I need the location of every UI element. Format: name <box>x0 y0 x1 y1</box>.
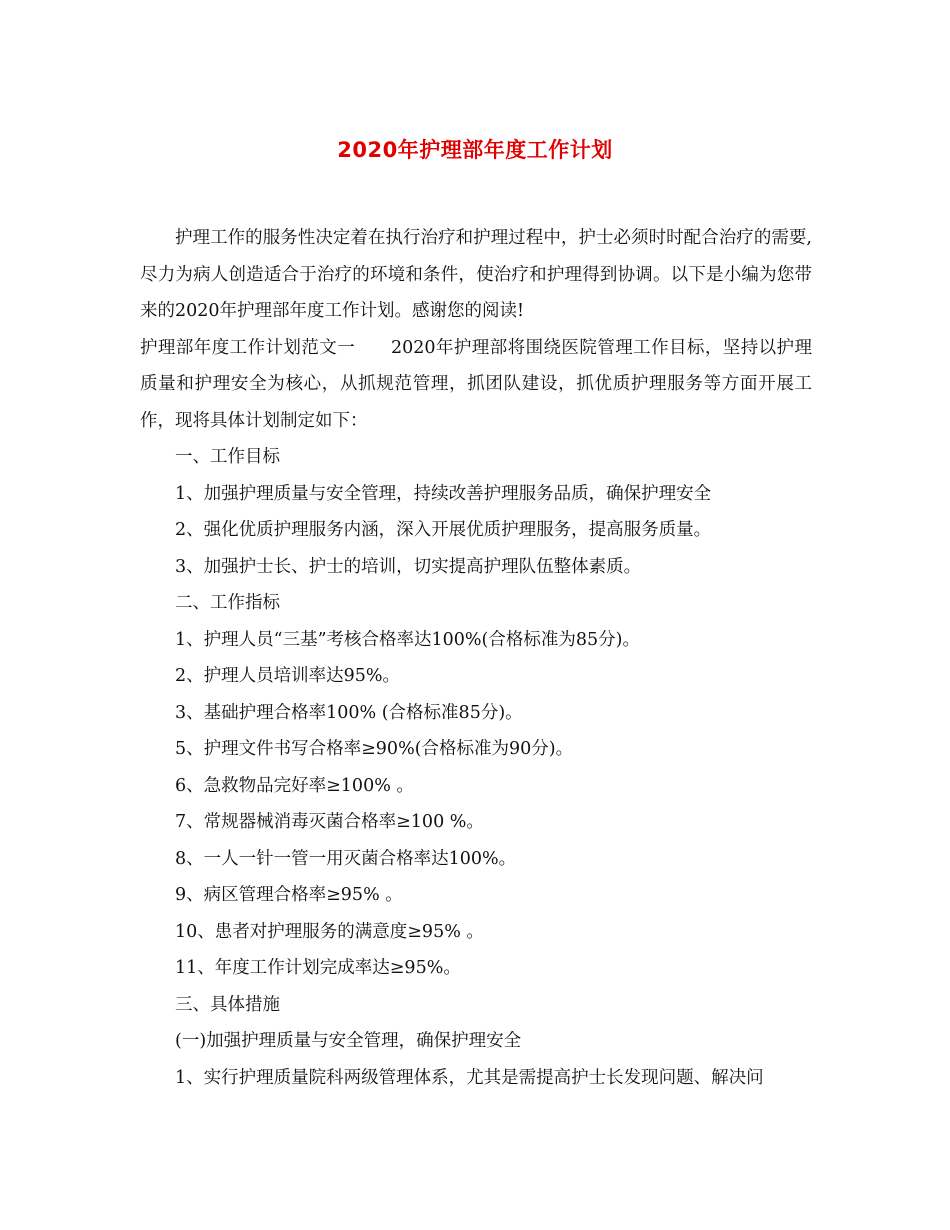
section-heading-goals: 一、工作目标 <box>175 447 280 467</box>
indicator-item-5: 5、护理文件书写合格率≥90%(合格标准为90分)。 <box>175 739 574 759</box>
goal-item-1: 1、加强护理质量与安全管理，持续改善护理服务品质，确保护理安全 <box>175 483 712 504</box>
indicator-item-11: 11、年度工作计划完成率达≥95%。 <box>175 958 461 978</box>
indicator-item-10: 10、患者对护理服务的满意度≥95% 。 <box>175 921 484 942</box>
section-heading-indicators: 二、工作指标 <box>175 593 280 613</box>
measure-subheading-1: (一)加强护理质量与安全管理，确保护理安全 <box>175 1031 522 1051</box>
measure-item-1: 1、实行护理质量院科两级管理体系，尤其是需提高护士长发现问题、解决问 <box>175 1067 764 1088</box>
indicator-item-6: 6、急救物品完好率≥100% 。 <box>175 775 414 796</box>
sample-intro-paragraph: 护理部年度工作计划范文一 2020年护理部将围绕医院管理工作目标，坚持以护理质量和护理安全为核心，从抓规范管理，抓团队建设，抓优质护理服务等方面开展工作，现将具体计划制定如下： <box>140 337 812 431</box>
document-body <box>140 220 812 1096</box>
document-title: 2020年护理部年度工作计划 <box>337 138 613 162</box>
indicator-item-7: 7、常规器械消毒灭菌合格率≥100 %。 <box>175 812 484 832</box>
goal-item-2: 2、强化优质护理服务内涵，深入开展优质护理服务，提高服务质量。 <box>175 520 712 540</box>
indicator-item-9: 9、病区管理合格率≥95% 。 <box>175 885 403 905</box>
indicator-item-3: 3、基础护理合格率100% (合格标准85分)。 <box>175 702 523 723</box>
goal-item-3: 3、加强护士长、护士的培训，切实提高护理队伍整体素质。 <box>175 556 642 577</box>
indicator-item-2: 2、护理人员培训率达95%。 <box>175 666 401 686</box>
indicator-item-8: 8、一人一针一管一用灭菌合格率达100%。 <box>175 848 517 869</box>
section-heading-measures: 三、具体措施 <box>175 994 280 1015</box>
indicator-item-1: 1、护理人员“三基”考核合格率达100%(合格标准为85分)。 <box>175 629 640 650</box>
intro-paragraph: 护理工作的服务性决定着在执行治疗和护理过程中，护士必须时时配合治疗的需要,尽力为病人创造适合于治疗的环境和条件，使治疗和护理得到协调。以下是小编为您带来的2020年护理部年度工作计划。感谢您的阅读! <box>140 228 812 321</box>
